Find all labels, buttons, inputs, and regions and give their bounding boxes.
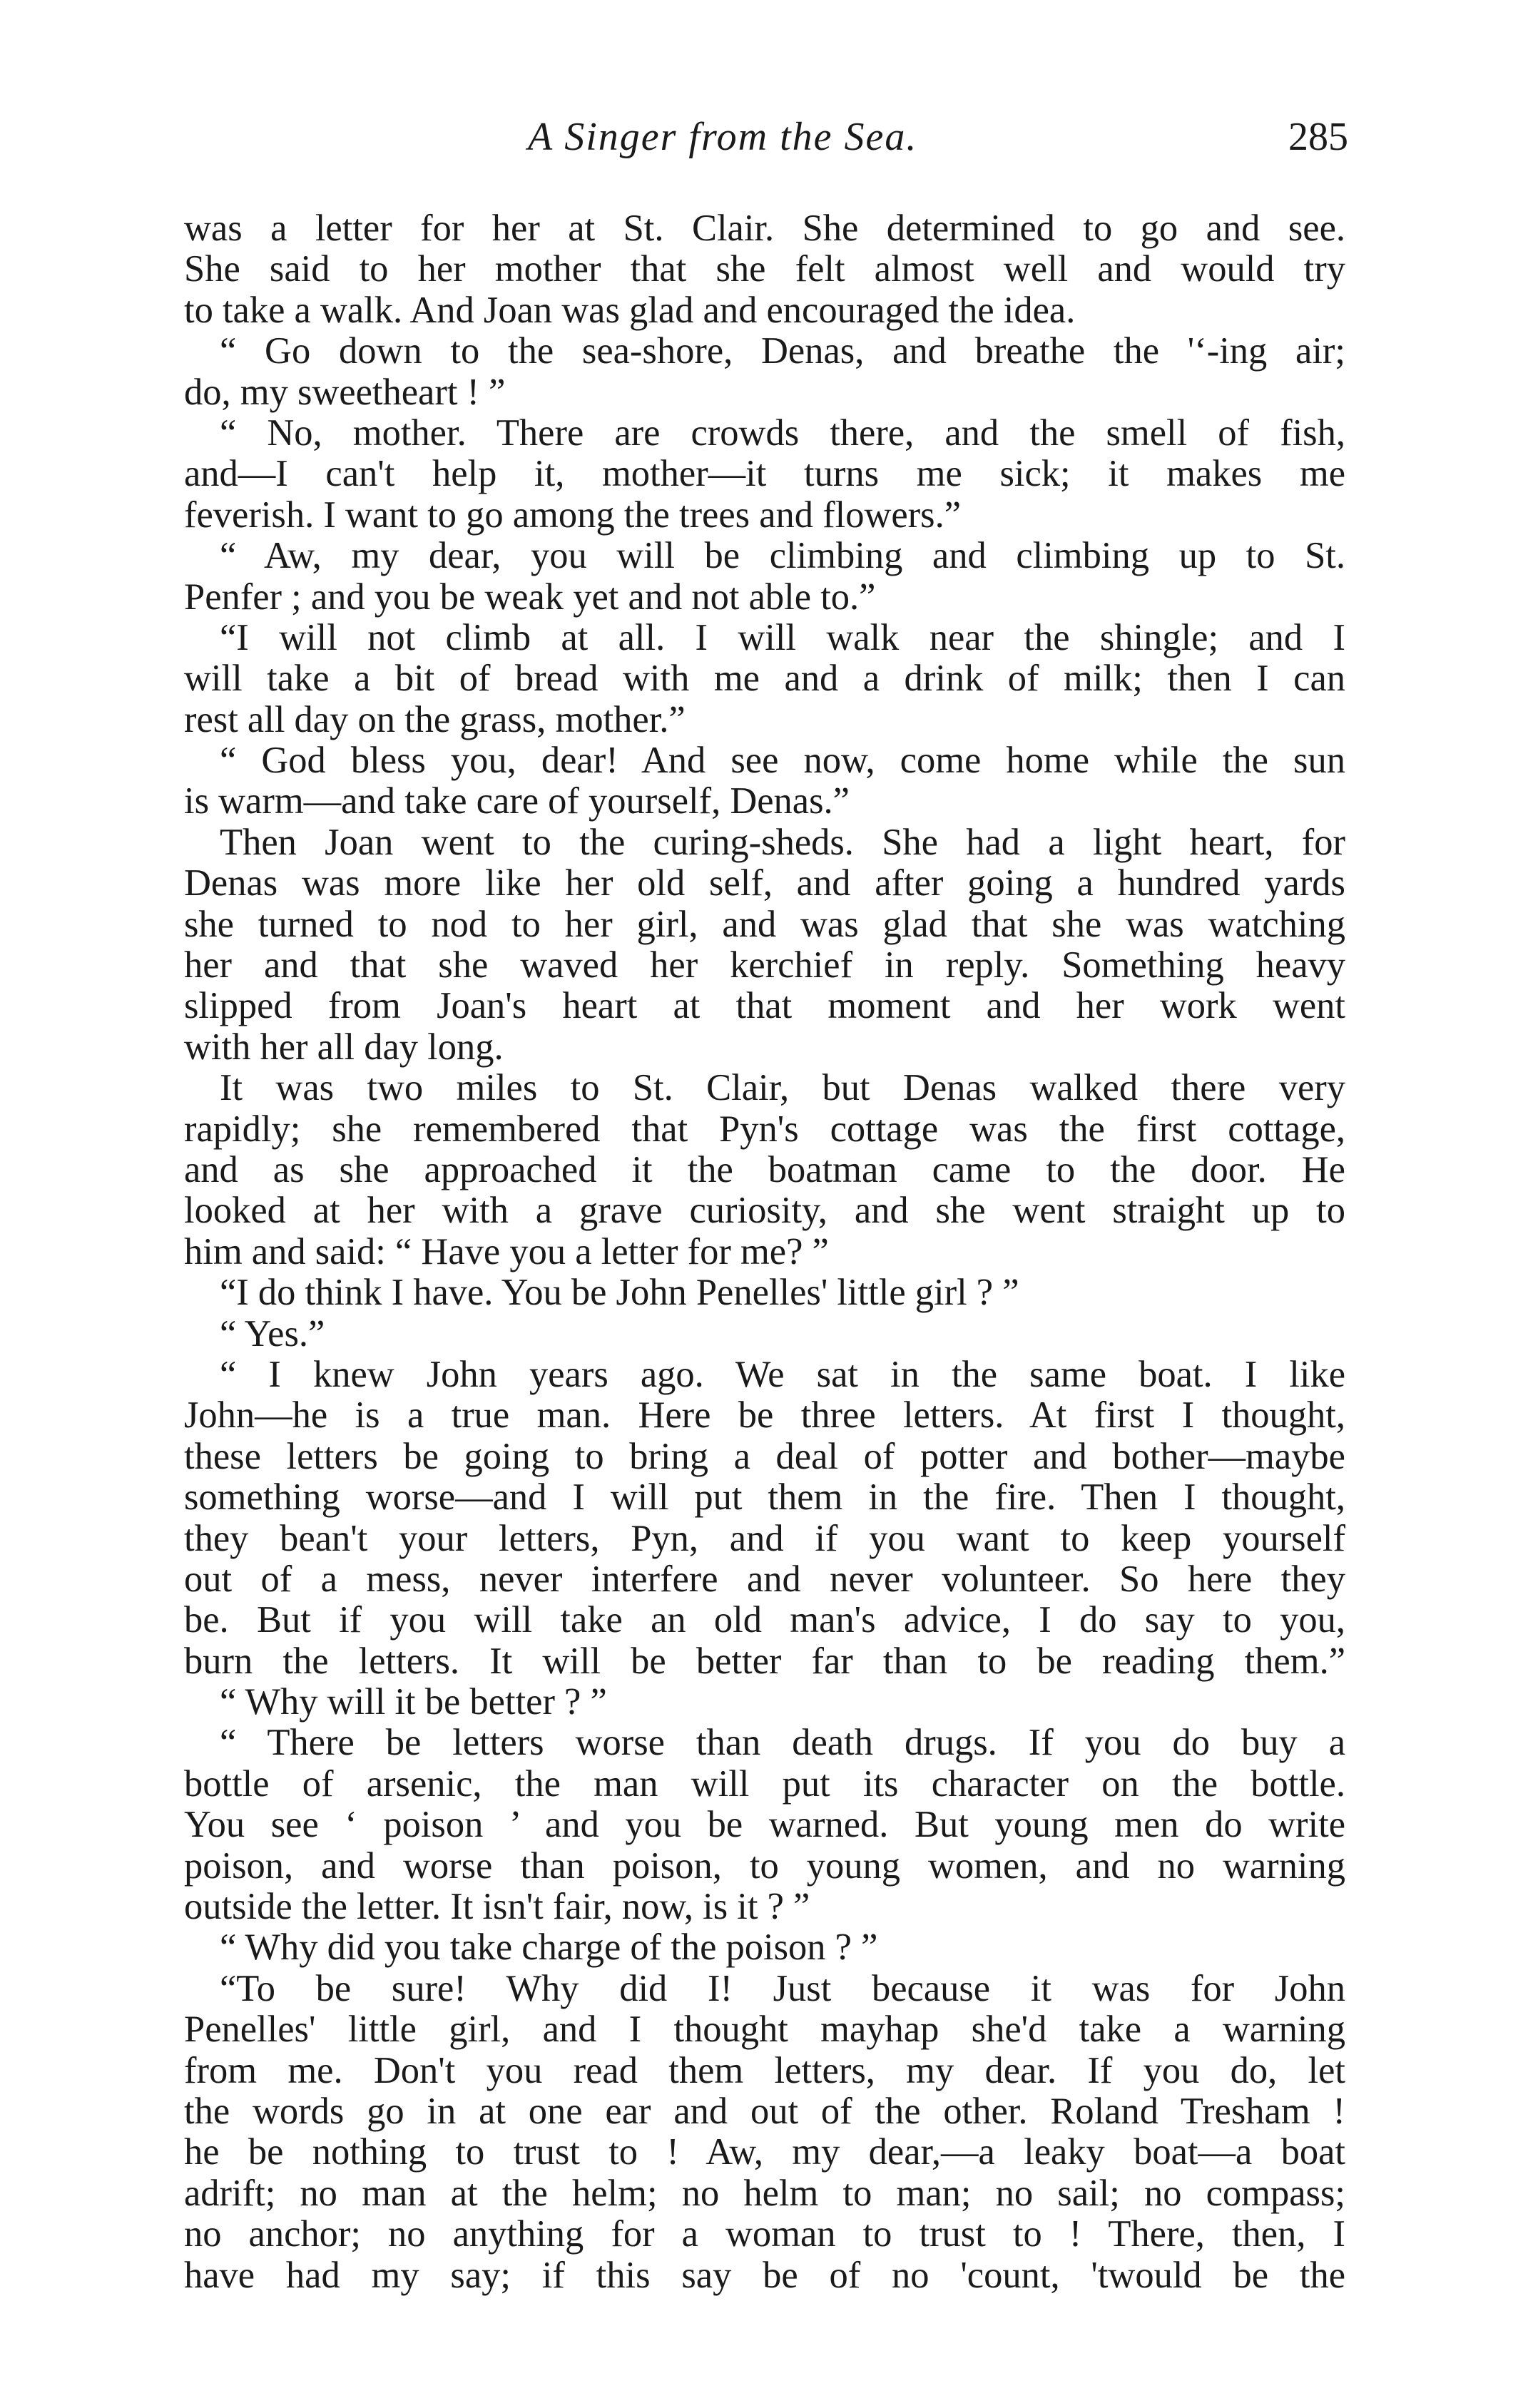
text-line: and as she approached it the boatman came to the door. He [184, 1149, 1345, 1190]
text-line: they bean't your letters, Pyn, and if you want to keep yourself [184, 1518, 1345, 1559]
body-text [184, 208, 1345, 2296]
text-line: It was two miles to St. Clair, but Denas walked there very [220, 1068, 1345, 1109]
text-line: he be nothing to trust to ! Aw, my dear,—a leaky boat—a boat [184, 2132, 1345, 2173]
text-line: feverish. I want to go among the trees and flowers.” [184, 494, 962, 536]
page-number: 285 [1288, 115, 1348, 159]
text-line: do, my sweetheart ! ” [184, 372, 506, 413]
text-line: “ No, mother. There are crowds there, and the smell of fish, [220, 412, 1345, 454]
text-line: her and that she waved her kerchief in reply. Something heavy [184, 945, 1345, 986]
text-line: will take a bit of bread with me and a drink of milk; then I can [184, 658, 1345, 700]
text-line: “ Go down to the sea-shore, Denas, and breathe the '‘-ing air; [220, 331, 1345, 372]
text-line: to take a walk. And Joan was glad and encouraged the idea. [184, 290, 1076, 331]
text-line: “ Why did you take charge of the poison ? ” [220, 1927, 878, 1969]
text-line: is warm—and take care of yourself, Denas.” [184, 781, 850, 822]
text-line: “To be sure! Why did I! Just because it was for John [220, 1968, 1345, 2009]
text-line: She said to her mother that she felt almost well and would try [184, 249, 1345, 290]
text-line: “ God bless you, dear! And see now, come home while the sun [220, 740, 1345, 782]
text-line: “ Aw, my dear, you will be climbing and climbing up to St. [220, 536, 1345, 577]
text-line: rest all day on the grass, mother.” [184, 699, 686, 740]
text-line: and—I can't help it, mother—it turns me sick; it makes me [184, 454, 1345, 495]
text-line: out of a mess, never interfere and never volunteer. So here they [184, 1558, 1345, 1600]
text-line: “I will not climb at all. I will walk near the shingle; and I [220, 617, 1345, 658]
text-line: rapidly; she remembered that Pyn's cottage was the first cottage, [184, 1108, 1345, 1150]
text-line: burn the letters. It will be better far than to be reading them.” [184, 1641, 1345, 1682]
text-line: Penelles' little girl, and I thought mayhap she'd take a warning [184, 2009, 1345, 2051]
text-line: slipped from Joan's heart at that moment and her work went [184, 986, 1345, 1027]
text-line: looked at her with a grave curiosity, and she went straight up to [184, 1190, 1345, 1232]
text-line: “ Why will it be better ? ” [220, 1682, 607, 1723]
text-line: the words go in at one ear and out of the other. Roland Tresham ! [184, 2091, 1345, 2132]
text-line: “ Yes.” [220, 1313, 325, 1354]
text-line: outside the letter. It isn't fair, now, is it ? ” [184, 1887, 810, 1928]
text-line: poison, and worse than poison, to young women, and no warning [184, 1845, 1345, 1887]
text-line: Penfer ; and you be weak yet and not able to.” [184, 576, 876, 618]
text-line: “I do think I have. You be John Penelles' little girl ? ” [220, 1272, 1019, 1314]
text-line: she turned to nod to her girl, and was glad that she was watching [184, 904, 1345, 945]
text-line: these letters be going to bring a deal of potter and bother—maybe [184, 1436, 1345, 1477]
text-line: bottle of arsenic, the man will put its character on the bottle. [184, 1763, 1345, 1805]
text-line: was a letter for her at St. Clair. She determined to go and see. [184, 208, 1345, 249]
running-title: A Singer from the Sea. [528, 115, 918, 159]
text-line: Then Joan went to the curing-sheds. She had a light heart, for [220, 822, 1345, 863]
text-line: “ There be letters worse than death drugs. If you do buy a [220, 1723, 1345, 1764]
text-line: something worse—and I will put them in the fire. Then I thought, [184, 1477, 1345, 1519]
text-line: have had my say; if this say be of no 'count, 'twould be the [184, 2255, 1345, 2296]
text-line: adrift; no man at the helm; no helm to man; no sail; no compass; [184, 2173, 1345, 2214]
text-line: John—he is a true man. Here be three letters. At first I thought, [184, 1395, 1345, 1437]
text-line: him and said: “ Have you a letter for me? ” [184, 1231, 829, 1272]
text-line: no anchor; no anything for a woman to trust to ! There, then, I [184, 2214, 1345, 2255]
text-line: from me. Don't you read them letters, my dear. If you do, let [184, 2050, 1345, 2091]
text-line: “ I knew John years ago. We sat in the same boat. I like [220, 1354, 1345, 1395]
text-line: Denas was more like her old self, and after going a hundred yards [184, 863, 1345, 904]
text-line: with her all day long. [184, 1026, 504, 1068]
page-header [178, 114, 1348, 171]
text-line: You see ‘ poison ’ and you be warned. But young men do write [184, 1805, 1345, 1846]
text-line: be. But if you will take an old man's advice, I do say to you, [184, 1600, 1345, 1641]
